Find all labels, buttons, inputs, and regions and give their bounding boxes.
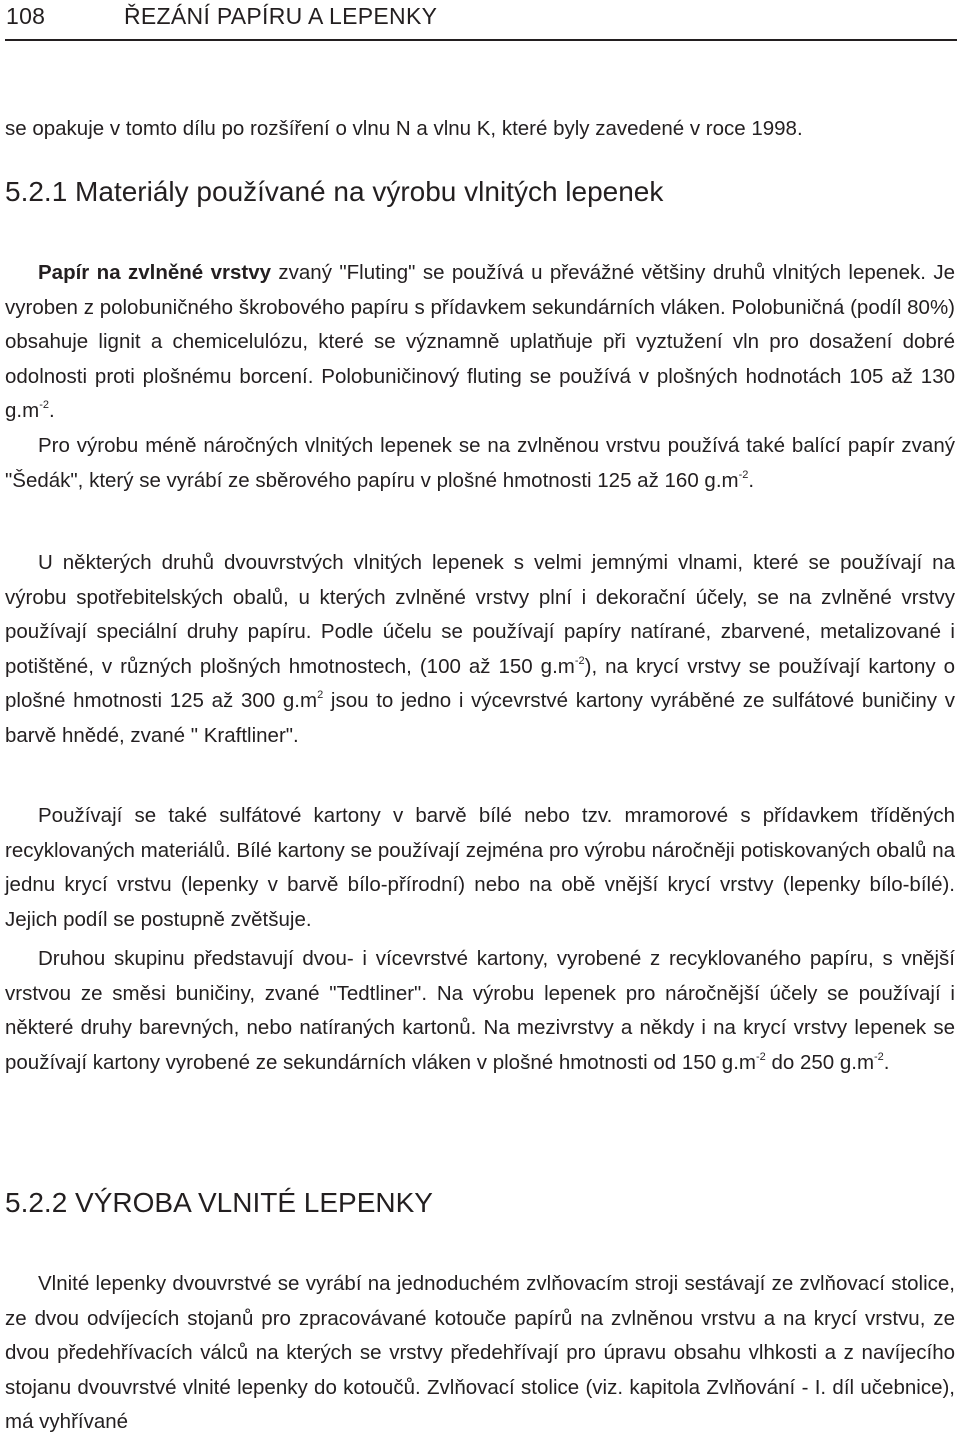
superscript: -2 — [574, 654, 585, 667]
text-run: . — [748, 468, 755, 492]
text-run: jsou to jedno i výcevrstvé kartony vyráběné ze sulfátové buničiny v barvě hnědé, zvané " Kraftliner". — [5, 689, 955, 747]
header-rule — [5, 39, 957, 41]
text-run: Používají se také sulfátové kartony v barvě bílé nebo tzv. mramorové s přídavkem tříděných recyklovaných materiálů. Bílé kartony se používají zejména pro výrobu náročněji potiskovaných obalů na jednu krycí vrstvu (lepenky v barvě bílo-přírodní) nebo na obě vnější krycí vrstvy (lepenky bílo-bílé). Jejich podíl se postupně zvětšuje. — [5, 804, 955, 931]
text-run: do 250 g.m — [765, 1050, 875, 1074]
running-header — [6, 0, 956, 36]
text-run: Druhou skupinu představují dvou- i vícevrstvé kartony, vyrobené z recyklovaného papíru, s vnější vrstvou ze směsi buničiny, zvané "Tedtliner". Na výrobu lepenek pro náročnější účely se používají i některé druhy barevných, nebo natíraných kartonů. Na mezivrstvy a někdy i na krycí vrstvy lepenek se používají kartony vyrobené ze sekundárních vláken v plošné hmotnosti od 150 g.m — [5, 947, 955, 1074]
page-number: 108 — [6, 3, 46, 29]
text-run: Vlnité lepenky dvouvrstvé se vyrábí na jednoduchém zvlňovacím stroji sestávají ze zvlňovací stolice, ze dvou odvíjecích stojanů pro zpracovávané kotouče papírů na zvlněnou vrstvu a na krycí vrstvu, ze dvou předehřívacích válců na kterých se vrstvy předehřívají pro úpravu obsahu vlhkosti a z navíjecího stojanu dvouvrstvé vlnité lepenky do kotoučů. Zvlňovací stolice (viz. kapitola Zvlňování - I. díl učebnice), má vyhřívané — [5, 1272, 955, 1434]
paragraph-fluting — [5, 256, 955, 498]
paragraph-tedtliner — [5, 942, 955, 1080]
text-run: . — [48, 399, 55, 423]
text-run: . — [883, 1050, 890, 1074]
chapter-title: ŘEZÁNÍ PAPÍRU A LEPENKY — [124, 3, 438, 29]
paragraph-dvouvrstve — [5, 546, 955, 754]
superscript: -2 — [874, 1050, 884, 1063]
superscript: -2 — [755, 1050, 766, 1063]
superscript: -2 — [39, 399, 49, 412]
paragraph-vyroba — [5, 1267, 955, 1440]
paragraph-sulfatove — [5, 799, 955, 937]
text-run: ), na krycí vrstvy se používají kartony o plošné hmotnosti 125 až 300 g.m — [5, 654, 955, 713]
text-run: zvaný "Fluting" se používá u převážné většiny druhů vlnitých lepenek. Je vyroben z polobuničného škrobového papíru s přídavkem sekundárních vláken. Polobuničná (podíl 80%) obsahuje lignit a chemicelulózu, které se významně uplatňuje při vyztužení vln pro dosažení dobré odolnosti proti plošnému borcení. Polobuničinový fluting se používá v plošných hodnotách 105 až 130 g.m — [5, 261, 955, 423]
text-run: U některých druhů dvouvrstvých vlnitých lepenek s velmi jemnými vlnami, které se používají na výrobu spotřebitelských obalů, u kterých zvlněné vrstvy plní i dekorační účely, se na zvlněné vrstvy používají speciální druhy papíru. Podle účelu se používají papíry natírané, zbarvené, metalizované i potištěné, v různých plošných hmotnostech, (100 až 150 g.m — [5, 551, 955, 678]
section-heading-521: 5.2.1 Materiály používané na výrobu vlnitých lepenek — [5, 176, 664, 207]
intro-paragraph: se opakuje v tomto dílu po rozšíření o vlnu N a vlnu K, které byly zavedené v roce 1998. — [5, 117, 803, 140]
section-heading-522: 5.2.2 VÝROBA VLNITÉ LEPENKY — [5, 1187, 433, 1218]
text-run: Pro výrobu méně náročných vlnitých lepenek se na zvlněnou vrstvu používá také balící papír zvaný "Šedák", který se vyrábí ze sběrového papíru v plošné hmotnosti 125 až 160 g.m — [5, 433, 955, 492]
bold-lead: Papír na zvlněné vrstvy — [38, 261, 271, 284]
superscript: -2 — [738, 468, 749, 481]
superscript: 2 — [317, 689, 324, 702]
